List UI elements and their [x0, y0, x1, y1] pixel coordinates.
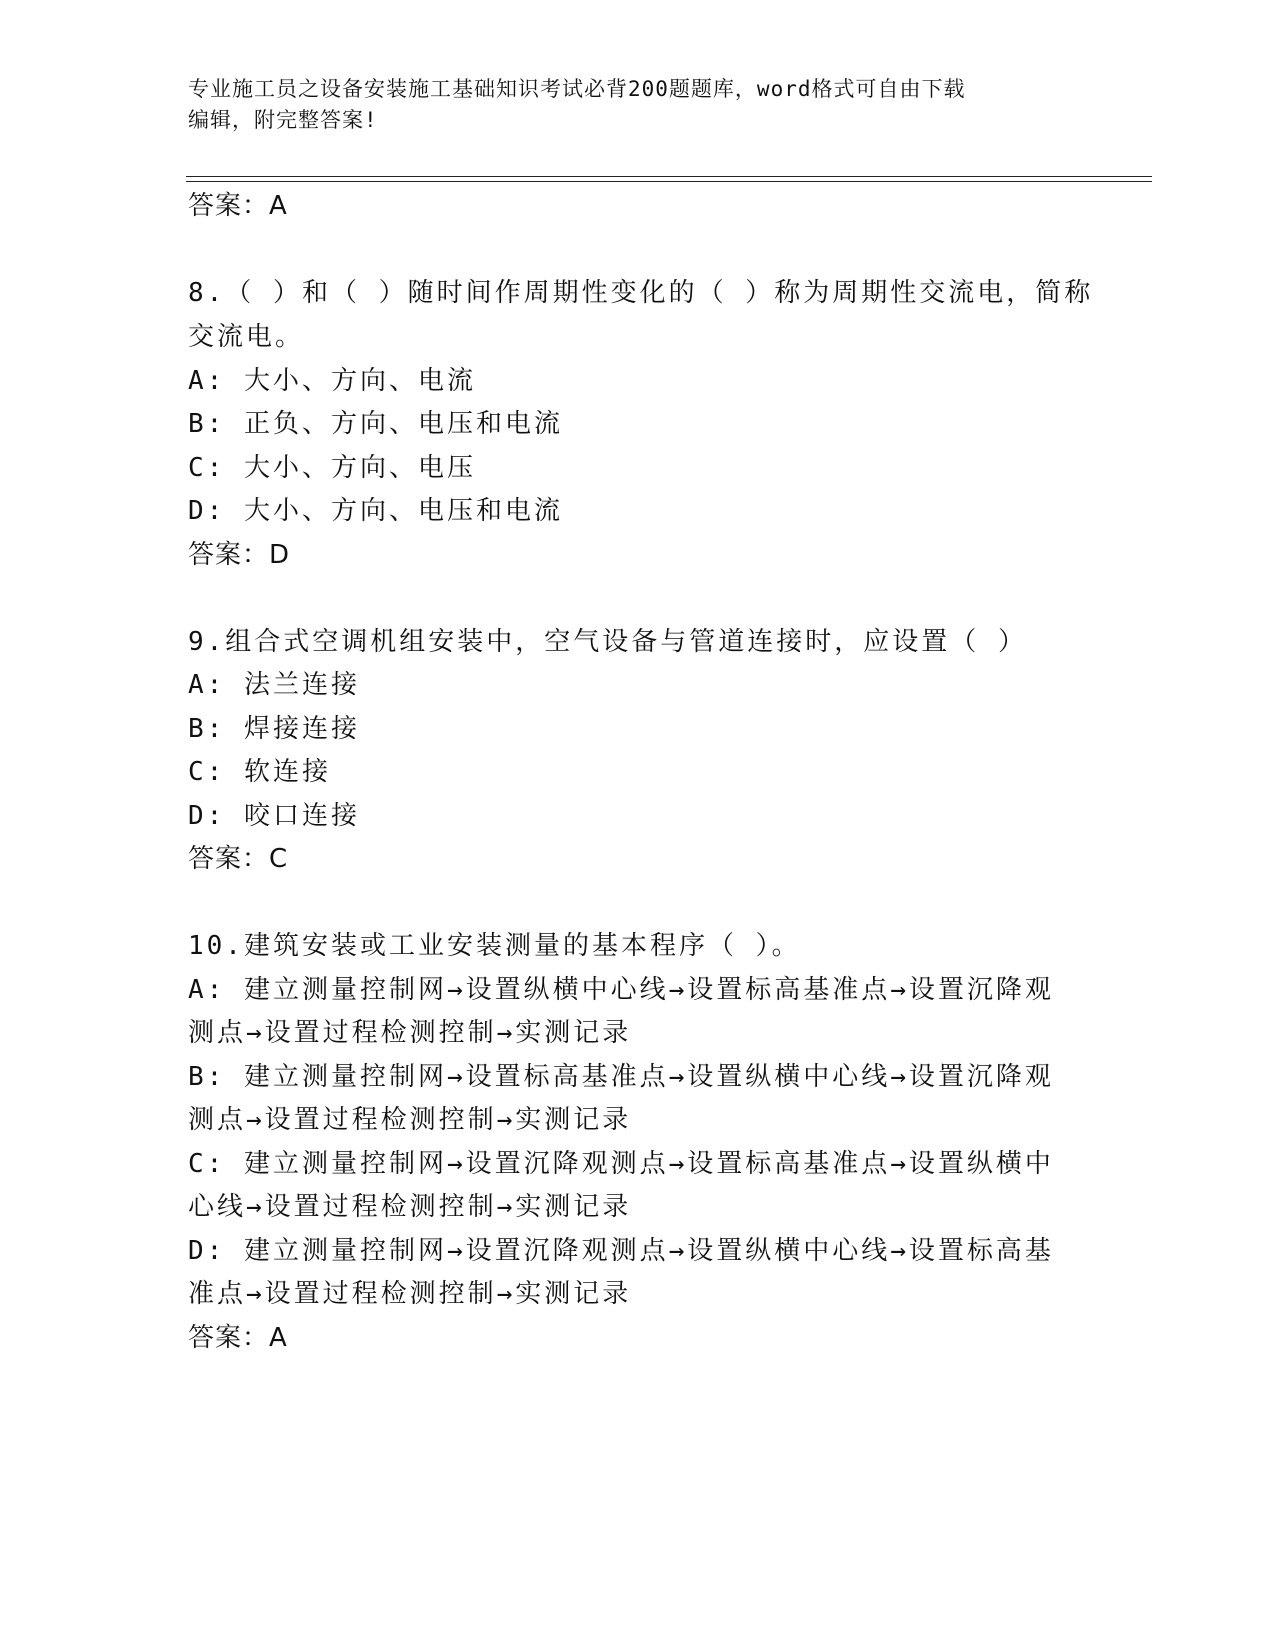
question-10-option-b-2: 测点→设置过程检测控制→实测记录: [188, 1105, 632, 1135]
question-8-text-1: 8.（ ）和（ ）随时间作周期性变化的（ ）称为周期性交流电，简称: [188, 278, 1094, 308]
question-10-option-c-1: C: 建立测量控制网→设置沉降观测点→设置标高基准点→设置纵横中: [188, 1149, 1054, 1179]
previous-answer: 答案：A: [188, 191, 288, 221]
question-10-option-b-1: B: 建立测量控制网→设置标高基准点→设置纵横中心线→设置沉降观: [188, 1062, 1054, 1092]
question-10-option-d-1: D: 建立测量控制网→设置沉降观测点→设置纵横中心线→设置标高基: [188, 1236, 1054, 1266]
question-8-answer: 答案：D: [188, 540, 291, 570]
document-header: [188, 74, 1088, 136]
question-9-option-d: D: 咬口连接: [188, 801, 360, 831]
header-line-1: 专业施工员之设备安装施工基础知识考试必背200题题库，word格式可自由下载: [188, 77, 966, 101]
question-8-option-b: B: 正负、方向、电压和电流: [188, 409, 563, 439]
question-9-option-c: C: 软连接: [188, 757, 331, 787]
question-10-answer: 答案：A: [188, 1323, 288, 1353]
question-9-text: 9.组合式空调机组安装中，空气设备与管道连接时，应设置（ ）: [188, 627, 1027, 657]
question-8-option-a: A: 大小、方向、电流: [188, 366, 476, 396]
question-10-option-c-2: 心线→设置过程检测控制→实测记录: [188, 1192, 632, 1222]
header-divider-bottom: [186, 181, 1152, 182]
header-divider-top: [186, 176, 1152, 177]
question-10-option-d-2: 准点→设置过程检测控制→实测记录: [188, 1279, 632, 1309]
question-9-option-b: B: 焊接连接: [188, 714, 360, 744]
question-8-option-d: D: 大小、方向、电压和电流: [188, 496, 563, 526]
header-line-2: 编辑，附完整答案!: [188, 108, 378, 132]
question-9-option-a: A: 法兰连接: [188, 670, 360, 700]
question-10-text: 10.建筑安装或工业安装测量的基本程序（ ）。: [188, 931, 801, 961]
question-10-option-a-1: A: 建立测量控制网→设置纵横中心线→设置标高基准点→设置沉降观: [188, 975, 1054, 1005]
question-8-option-c: C: 大小、方向、电压: [188, 453, 476, 483]
question-10-option-a-2: 测点→设置过程检测控制→实测记录: [188, 1018, 632, 1048]
question-8-text-2: 交流电。: [188, 322, 305, 352]
question-9-answer: 答案：C: [188, 844, 289, 874]
